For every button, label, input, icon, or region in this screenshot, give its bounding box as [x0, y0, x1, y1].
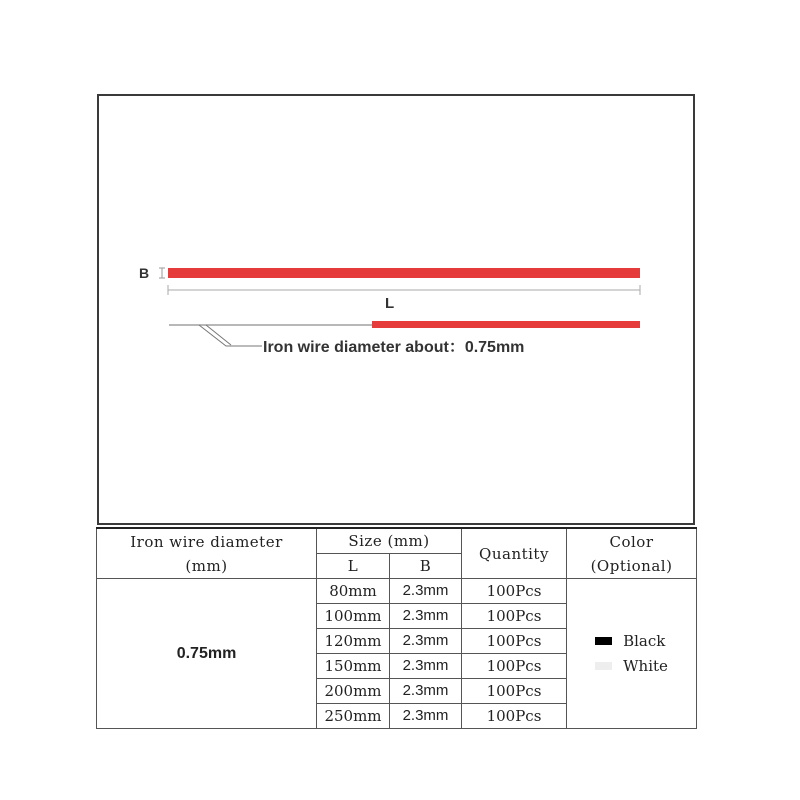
quantity-cell: 100Pcs: [462, 704, 567, 729]
header-size-b: B: [390, 554, 462, 579]
header-color-optional: (Optional): [590, 556, 673, 575]
wire-diagram: [97, 94, 695, 525]
size-b-cell: 2.3mm: [390, 579, 462, 604]
header-color-label: Color: [609, 532, 654, 551]
wire-insulated-section: [372, 321, 640, 328]
table-row: [97, 579, 697, 604]
quantity-cell: 100Pcs: [462, 604, 567, 629]
spec-table: [96, 527, 697, 729]
quantity-cell: 100Pcs: [462, 679, 567, 704]
color-option-black: [595, 629, 668, 654]
header-size: Size (mm): [317, 528, 462, 554]
leader-line-lower: [206, 325, 231, 345]
quantity-cell: 100Pcs: [462, 629, 567, 654]
label-b: B: [139, 265, 150, 281]
size-b-cell: 2.3mm: [390, 654, 462, 679]
header-quantity: Quantity: [462, 528, 567, 579]
black-swatch-icon: [595, 637, 612, 645]
size-b-cell: 2.3mm: [390, 604, 462, 629]
wire-diameter-note: Iron wire diameter about：0.75mm: [263, 339, 525, 356]
table-header-row-1: [97, 528, 697, 554]
size-l-cell: 120mm: [317, 629, 390, 654]
color-name: White: [623, 656, 668, 675]
header-size-l: L: [317, 554, 390, 579]
quantity-cell: 100Pcs: [462, 654, 567, 679]
header-iron-wire-diameter-label: Iron wire diameter: [130, 532, 283, 551]
size-l-cell: 80mm: [317, 579, 390, 604]
size-l-cell: 250mm: [317, 704, 390, 729]
header-iron-wire-diameter: [97, 528, 317, 579]
white-swatch-icon: [595, 662, 612, 670]
wire-diagram-drawing: [99, 96, 695, 525]
color-list: [595, 629, 668, 679]
size-l-cell: 200mm: [317, 679, 390, 704]
size-b-cell: 2.3mm: [390, 629, 462, 654]
wire-main: [168, 268, 640, 278]
label-l: L: [385, 295, 395, 312]
size-b-cell: 2.3mm: [390, 704, 462, 729]
size-l-cell: 100mm: [317, 604, 390, 629]
color-name: Black: [623, 631, 666, 650]
color-option-white: [595, 654, 668, 679]
color-options-cell: [567, 579, 697, 729]
size-b-cell: 2.3mm: [390, 679, 462, 704]
leader-line-upper: [199, 325, 262, 346]
header-color: [567, 528, 697, 579]
diameter-value: 0.75mm: [97, 579, 317, 729]
size-l-cell: 150mm: [317, 654, 390, 679]
header-iron-wire-diameter-unit: (mm): [185, 556, 228, 575]
quantity-cell: 100Pcs: [462, 579, 567, 604]
